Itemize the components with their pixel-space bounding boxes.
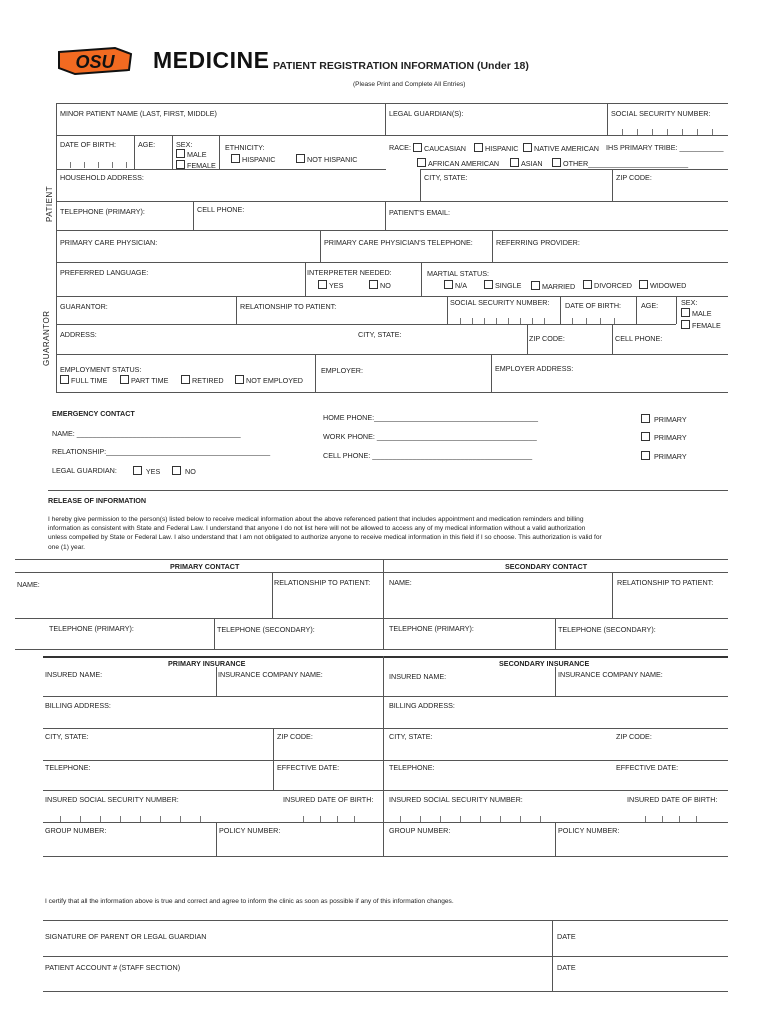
- household-address-label: HOUSEHOLD ADDRESS:: [60, 173, 144, 182]
- secondary-contact-relationship-label: RELATIONSHIP TO PATIENT:: [617, 578, 714, 587]
- primary-insured-name-label: INSURED NAME:: [45, 670, 103, 679]
- not-employed-option[interactable]: NOT EMPLOYED: [235, 375, 303, 385]
- primary-contact-relationship-label: RELATIONSHIP TO PATIENT:: [274, 578, 371, 587]
- marital-widowed-option[interactable]: WIDOWED: [639, 280, 686, 290]
- male-checkbox[interactable]: [176, 149, 185, 158]
- patient-account-label: PATIENT ACCOUNT # (STAFF SECTION): [45, 963, 181, 972]
- emergency-guardian-yes-option[interactable]: YES: [133, 466, 160, 476]
- page-title: PATIENT REGISTRATION INFORMATION (Under 18): [273, 60, 529, 72]
- city-state-label: CITY, STATE:: [424, 173, 468, 182]
- interpreter-no-option[interactable]: NO: [369, 280, 391, 290]
- guarantor-section-label: GUARANTOR: [42, 310, 51, 366]
- page-subtitle: (Please Print and Complete All Entries): [353, 81, 466, 88]
- interpreter-yes-checkbox[interactable]: [318, 280, 327, 289]
- release-text-line-2: information as consistent with State and Federal Law. I understand that anyone I do not list here will not be allowed to access any of my medical information without a valid authorization: [48, 525, 586, 532]
- secondary-zip-label: ZIP CODE:: [616, 732, 652, 741]
- guarantor-dob-label: DATE OF BIRTH:: [565, 301, 622, 310]
- race-other-option[interactable]: OTHER_________________________: [552, 158, 688, 168]
- home-primary-checkbox[interactable]: [641, 414, 650, 423]
- certify-statement: I certify that all the information above is true and correct and agree to inform the clinic as soon as possible if any of this information changes.: [45, 898, 454, 905]
- preferred-language-label: PREFERRED LANGUAGE:: [60, 268, 149, 277]
- guardian-yes-checkbox[interactable]: [133, 466, 142, 475]
- secondary-contact-tel-primary-label: TELEPHONE (PRIMARY):: [389, 624, 474, 633]
- primary-city-state-label: CITY, STATE:: [45, 732, 89, 741]
- not-hispanic-checkbox[interactable]: [296, 154, 305, 163]
- guarantor-address-label: ADDRESS:: [60, 330, 97, 339]
- secondary-contact-name-label: NAME:: [389, 578, 412, 587]
- primary-contact-tel-secondary-label: TELEPHONE (SECONDARY):: [217, 625, 315, 634]
- secondary-insured-dob-label: INSURED DATE OF BIRTH:: [627, 795, 718, 804]
- logo-text: OSU: [75, 52, 115, 72]
- emergency-work-phone-field[interactable]: WORK PHONE: ________________________________________: [323, 432, 537, 441]
- retired-option[interactable]: RETIRED: [181, 375, 224, 385]
- race-asian-option[interactable]: ASIAN: [510, 158, 543, 168]
- widowed-checkbox[interactable]: [639, 280, 648, 289]
- sex-label: SEX:: [176, 140, 193, 149]
- single-checkbox[interactable]: [484, 280, 493, 289]
- release-title: RELEASE OF INFORMATION: [48, 496, 147, 505]
- female-checkbox[interactable]: [176, 160, 185, 169]
- full-time-checkbox[interactable]: [60, 375, 69, 384]
- primary-contact-title: PRIMARY CONTACT: [170, 562, 240, 571]
- interpreter-yes-option[interactable]: YES: [318, 280, 343, 290]
- patient-section-label: PATIENT: [45, 185, 54, 222]
- telephone-primary-label: TELEPHONE (PRIMARY):: [60, 207, 145, 216]
- zip-label: ZIP CODE:: [616, 173, 652, 182]
- emergency-cell-phone-field[interactable]: CELL PHONE: ________________________________________: [323, 451, 533, 460]
- secondary-insurance-title: SECONDARY INSURANCE: [499, 659, 590, 668]
- secondary-contact-title: SECONDARY CONTACT: [505, 562, 588, 571]
- caucasian-checkbox[interactable]: [413, 143, 422, 152]
- signature-label: SIGNATURE OF PARENT OR LEGAL GUARDIAN: [45, 932, 207, 941]
- osu-logo: [55, 44, 135, 78]
- marital-married-option[interactable]: MARRIED: [531, 281, 575, 291]
- primary-billing-label: BILLING ADDRESS:: [45, 701, 111, 710]
- guarantor-male-checkbox[interactable]: [681, 308, 690, 317]
- race-label: RACE:: [389, 143, 411, 152]
- secondary-billing-label: BILLING ADDRESS:: [389, 701, 455, 710]
- primary-insured-dob-label: INSURED DATE OF BIRTH:: [283, 795, 374, 804]
- secondary-contact-tel-secondary-label: TELEPHONE (SECONDARY):: [558, 625, 656, 634]
- legal-guardians-label: LEGAL GUARDIAN(S):: [389, 109, 464, 118]
- guarantor-cell-label: CELL PHONE:: [615, 334, 663, 343]
- patient-email-label: PATIENT'S EMAIL:: [389, 208, 451, 217]
- ssn-label: SOCIAL SECURITY NUMBER:: [611, 109, 711, 118]
- african-american-checkbox[interactable]: [417, 158, 426, 167]
- guardian-no-checkbox[interactable]: [172, 466, 181, 475]
- divorced-checkbox[interactable]: [583, 280, 592, 289]
- guarantor-ssn-label: SOCIAL SECURITY NUMBER:: [450, 298, 550, 307]
- race-hispanic-option[interactable]: HISPANIC: [474, 143, 518, 153]
- emergency-relationship-field[interactable]: RELATIONSHIP:_________________________________________: [52, 447, 271, 456]
- guarantor-age-label: AGE:: [641, 301, 659, 310]
- full-time-option[interactable]: FULL TIME: [60, 375, 107, 385]
- cell-primary-checkbox[interactable]: [641, 451, 650, 460]
- native-american-checkbox[interactable]: [523, 143, 532, 152]
- not-employed-checkbox[interactable]: [235, 375, 244, 384]
- employer-address-label: EMPLOYER ADDRESS:: [495, 364, 574, 373]
- secondary-telephone-label: TELEPHONE:: [389, 763, 435, 772]
- ihs-tribe-field[interactable]: IHS PRIMARY TRIBE: ___________: [606, 143, 724, 152]
- guarantor-label: GUARANTOR:: [60, 302, 108, 311]
- hispanic-checkbox[interactable]: [231, 154, 240, 163]
- employment-status-label: EMPLOYMENT STATUS:: [60, 365, 142, 374]
- asian-checkbox[interactable]: [510, 158, 519, 167]
- cell-phone-label: CELL PHONE:: [197, 205, 245, 214]
- guarantor-city-state-label: CITY, STATE:: [358, 330, 402, 339]
- emergency-contact-title: EMERGENCY CONTACT: [52, 409, 135, 418]
- part-time-checkbox[interactable]: [120, 375, 129, 384]
- emergency-guardian-no-option[interactable]: NO: [172, 466, 196, 476]
- guarantor-male-option[interactable]: MALE: [681, 308, 712, 318]
- signature-date-label: DATE: [557, 932, 576, 941]
- dob-label: DATE OF BIRTH:: [60, 140, 117, 149]
- secondary-insured-ssn-label: INSURED SOCIAL SECURITY NUMBER:: [389, 795, 523, 804]
- pcp-phone-label: PRIMARY CARE PHYSICIAN'S TELEPHONE:: [324, 238, 473, 247]
- emergency-legal-guardian-label: LEGAL GUARDIAN:: [52, 466, 117, 475]
- race-caucasian-option[interactable]: CAUCASIAN: [413, 143, 466, 153]
- guarantor-sex-label: SEX:: [681, 298, 698, 307]
- race-african-american-option[interactable]: AFRICAN AMERICAN: [417, 158, 499, 168]
- primary-contact-name-label: NAME:: [17, 580, 40, 589]
- secondary-effective-label: EFFECTIVE DATE:: [616, 763, 679, 772]
- guarantor-female-option[interactable]: FEMALE: [681, 320, 721, 330]
- pcp-label: PRIMARY CARE PHYSICIAN:: [60, 238, 158, 247]
- work-primary-checkbox[interactable]: [641, 432, 650, 441]
- secondary-group-label: GROUP NUMBER:: [389, 826, 451, 835]
- age-label: AGE:: [138, 140, 156, 149]
- secondary-policy-label: POLICY NUMBER:: [558, 826, 620, 835]
- cell-primary-option[interactable]: PRIMARY: [641, 451, 687, 461]
- ethnicity-not-hispanic-option[interactable]: NOT HISPANIC: [296, 154, 357, 164]
- brand-text: MEDICINE: [153, 47, 270, 73]
- ethnicity-label: ETHNICITY:: [225, 143, 265, 152]
- release-text-line-3: unless compelled by State or Federal Law. I also understand that I am not obligated to authorize anyone to receive medical information in this field if I so choose. This authorization is valid for: [48, 534, 602, 541]
- primary-contact-tel-primary-label: TELEPHONE (PRIMARY):: [49, 624, 134, 633]
- race-hispanic-checkbox[interactable]: [474, 143, 483, 152]
- primary-telephone-label: TELEPHONE:: [45, 763, 91, 772]
- secondary-insured-name-label: INSURED NAME:: [389, 672, 447, 681]
- primary-insurance-title: PRIMARY INSURANCE: [168, 659, 246, 668]
- work-primary-option[interactable]: PRIMARY: [641, 432, 687, 442]
- primary-company-label: INSURANCE COMPANY NAME:: [218, 670, 323, 679]
- na-checkbox[interactable]: [444, 280, 453, 289]
- minor-name-label: MINOR PATIENT NAME (LAST, FIRST, MIDDLE): [60, 109, 217, 118]
- ethnicity-hispanic-option[interactable]: HISPANIC: [231, 154, 275, 164]
- emergency-name-field[interactable]: NAME: _________________________________________: [52, 429, 241, 438]
- secondary-city-state-label: CITY, STATE:: [389, 732, 433, 741]
- guarantor-zip-label: ZIP CODE:: [529, 334, 565, 343]
- race-native-american-option[interactable]: NATIVE AMERICAN: [523, 143, 599, 153]
- other-checkbox[interactable]: [552, 158, 561, 167]
- primary-effective-label: EFFECTIVE DATE:: [277, 763, 340, 772]
- sex-male-option[interactable]: MALE: [176, 149, 207, 159]
- primary-zip-label: ZIP CODE:: [277, 732, 313, 741]
- referring-provider-label: REFERRING PROVIDER:: [496, 238, 580, 247]
- primary-group-label: GROUP NUMBER:: [45, 826, 107, 835]
- interpreter-no-checkbox[interactable]: [369, 280, 378, 289]
- primary-insured-ssn-label: INSURED SOCIAL SECURITY NUMBER:: [45, 795, 179, 804]
- release-text-line-4: one (1) year.: [48, 544, 86, 551]
- guarantor-female-checkbox[interactable]: [681, 320, 690, 329]
- account-date-label: DATE: [557, 963, 576, 972]
- marital-single-option[interactable]: SINGLE: [484, 280, 521, 290]
- home-primary-option[interactable]: PRIMARY: [641, 414, 687, 424]
- marital-status-label: MARTIAL STATUS:: [427, 269, 490, 278]
- emergency-home-phone-field[interactable]: HOME PHONE:_________________________________________: [323, 413, 539, 422]
- marital-na-option[interactable]: N/A: [444, 280, 467, 290]
- part-time-option[interactable]: PART TIME: [120, 375, 168, 385]
- marital-divorced-option[interactable]: DIVORCED: [583, 280, 632, 290]
- interpreter-label: INTERPRETER NEEDED:: [307, 268, 392, 277]
- secondary-company-label: INSURANCE COMPANY NAME:: [558, 670, 663, 679]
- retired-checkbox[interactable]: [181, 375, 190, 384]
- employer-label: EMPLOYER:: [321, 366, 363, 375]
- relationship-label: RELATIONSHIP TO PATIENT:: [240, 302, 337, 311]
- sex-female-option[interactable]: FEMALE: [176, 160, 216, 170]
- primary-policy-label: POLICY NUMBER:: [219, 826, 281, 835]
- release-text-line-1: I hereby give permission to the person(s) listed below to receive medical information about the above referenced patient that includes appointment and medication reminders and billing: [48, 516, 584, 523]
- married-checkbox[interactable]: [531, 281, 540, 290]
